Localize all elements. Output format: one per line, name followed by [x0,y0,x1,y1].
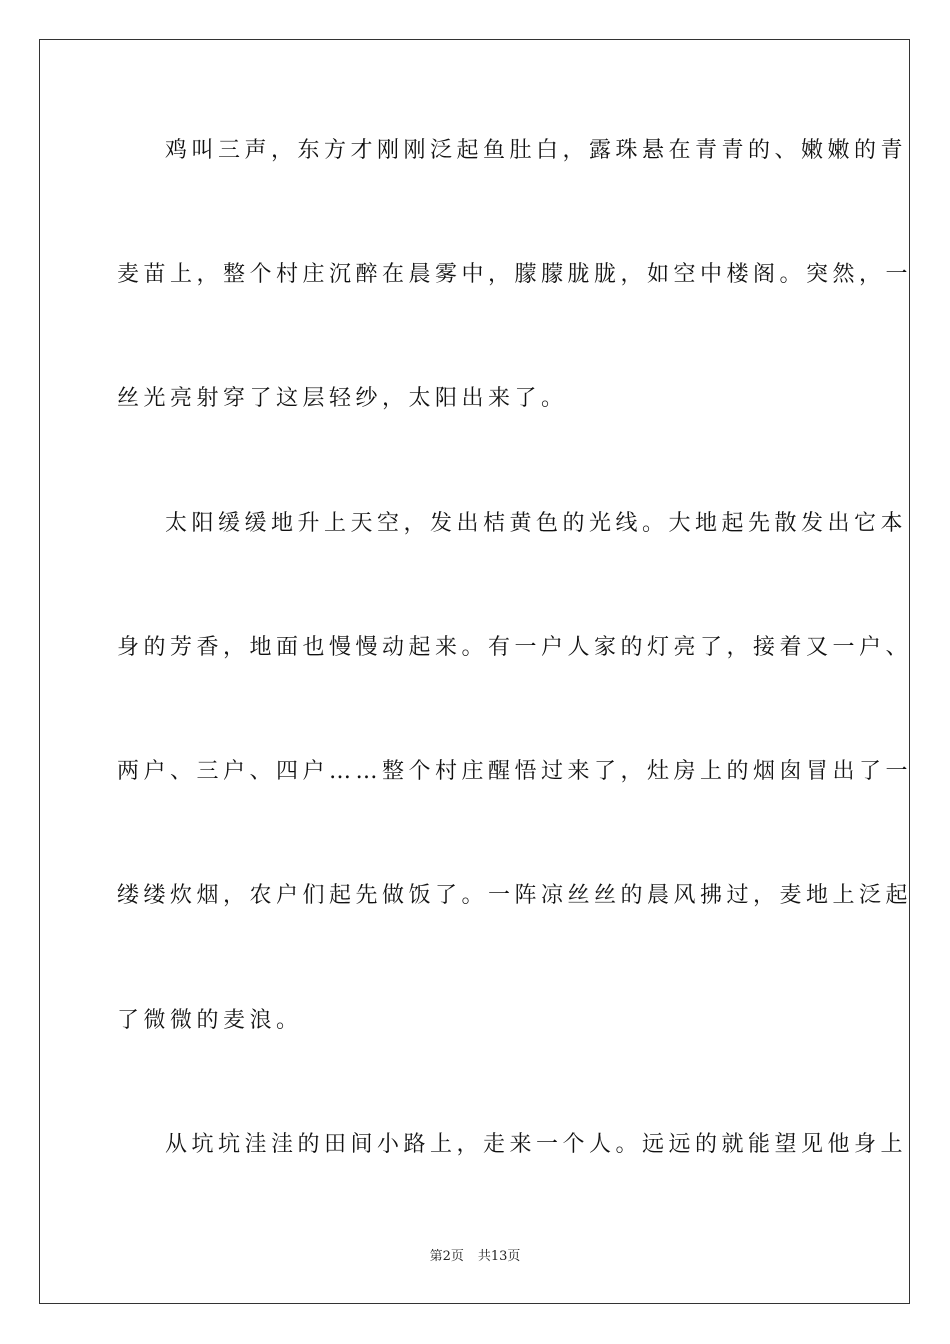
paragraph-2-line-4: 缕缕炊烟，农户们起先做饭了。一阵凉丝丝的晨风拂过，麦地上泛起 [117,883,913,908]
total-pages: 共13页 [477,1249,521,1264]
paragraph-2-line-2: 身的芳香，地面也慢慢动起来。有一户人家的灯亮了，接着又一户、 [117,635,913,660]
paragraph-2-line-1: 太阳缓缓地升上天空，发出桔黄色的光线。大地起先散发出它本 [165,511,908,536]
paragraph-1-line-2: 麦苗上，整个村庄沉醉在晨雾中，朦朦胧胧，如空中楼阁。突然，一 [117,262,913,287]
page-number: 第2页 [429,1249,464,1264]
paragraph-1-line-1: 鸡叫三声，东方才刚刚泛起鱼肚白，露珠悬在青青的、嫩嫩的青 [165,138,908,163]
page-footer [0,1248,950,1266]
paragraph-1-line-3: 丝光亮射穿了这层轻纱，太阳出来了。 [117,386,568,411]
page-frame [39,39,913,1304]
paragraph-2-line-3: 两户、三户、四户……整个村庄醒悟过来了，灶房上的烟囱冒出了一 [117,759,913,784]
paragraph-2-line-5: 了微微的麦浪。 [117,1008,303,1033]
paragraph-3-line-1: 从坑坑洼洼的田间小路上，走来一个人。远远的就能望见他身上 [165,1132,908,1157]
